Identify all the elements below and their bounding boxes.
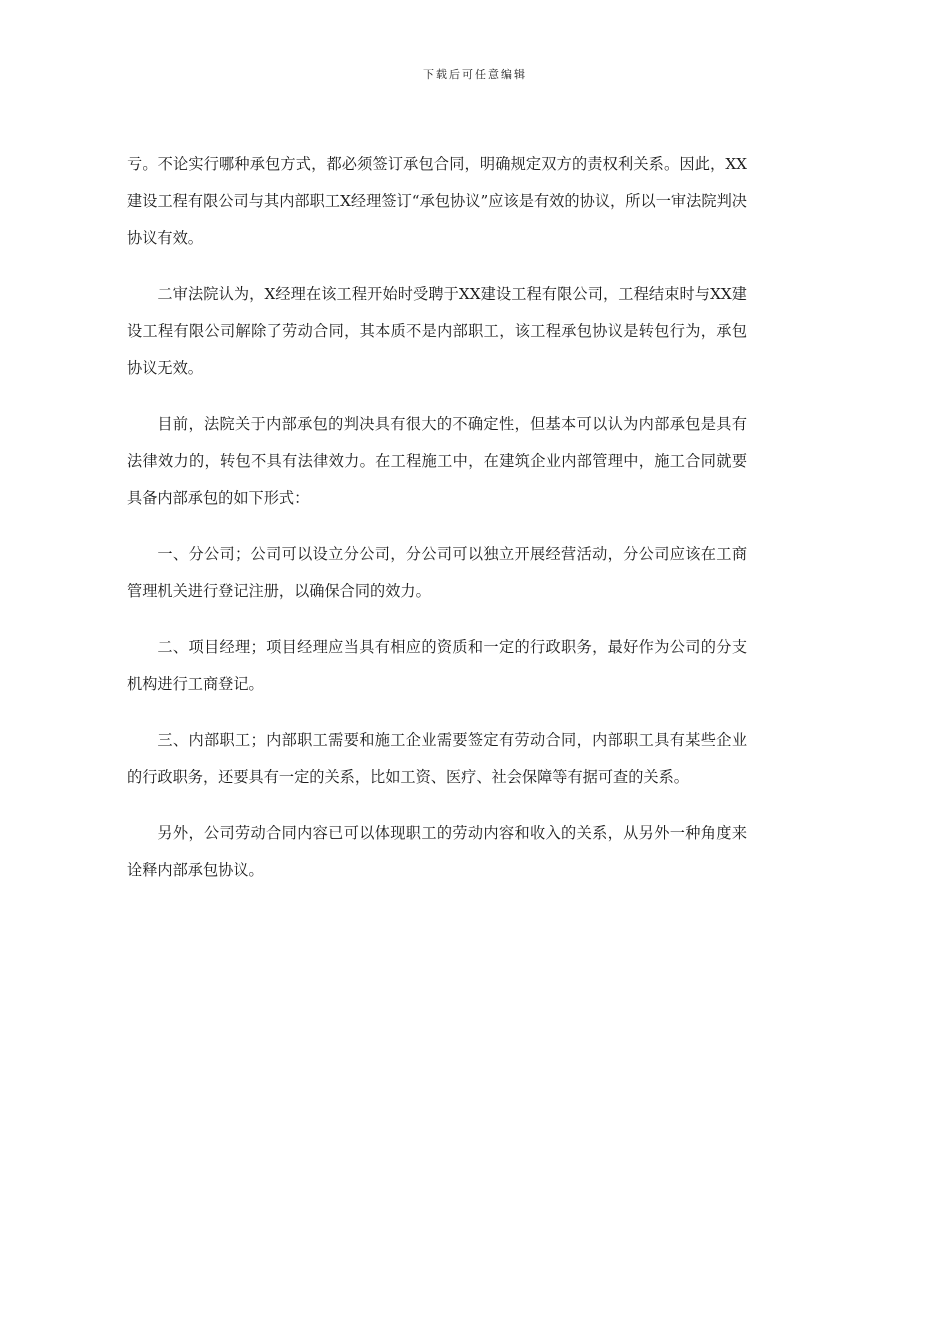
- paragraph-current-status: 目前，法院关于内部承包的判决具有很大的不确定性，但基本可以认为内部承包是具有法律效力的，转包不具有法律效力。在工程施工中，在建筑企业内部管理中，施工合同就要具备内部承包的如下形式：: [127, 415, 747, 507]
- document-body: [127, 146, 747, 908]
- paragraph-continuation: 亏。不论实行哪种承包方式，都必须签订承包合同，明确规定双方的责权利关系。因此，XX建设工程有限公司与其内部职工X经理签订“承包协议”应该是有效的协议，所以一审法院判决协议有效。: [127, 155, 747, 247]
- paragraph-branch-company: 一、分公司；公司可以设立分公司，分公司可以独立开展经营活动，分公司应该在工商管理机关进行登记注册，以确保合同的效力。: [127, 545, 747, 600]
- paragraph-second-trial: 二审法院认为，X经理在该工程开始时受聘于XX建设工程有限公司，工程结束时与XX建设工程有限公司解除了劳动合同，其本质不是内部职工，该工程承包协议是转包行为，承包协议无效。: [127, 285, 747, 377]
- page-header: 下载后可任意编辑: [423, 68, 527, 81]
- paragraph-project-manager: 二、项目经理；项目经理应当具有相应的资质和一定的行政职务，最好作为公司的分支机构进行工商登记。: [127, 638, 747, 693]
- paragraph-internal-staff: 三、内部职工；内部职工需要和施工企业需要签定有劳动合同，内部职工具有某些企业的行政职务，还要具有一定的关系，比如工资、医疗、社会保障等有据可查的关系。: [127, 731, 747, 786]
- paragraph-conclusion: 另外，公司劳动合同内容已可以体现职工的劳动内容和收入的关系，从另外一种角度来诠释内部承包协议。: [127, 824, 747, 879]
